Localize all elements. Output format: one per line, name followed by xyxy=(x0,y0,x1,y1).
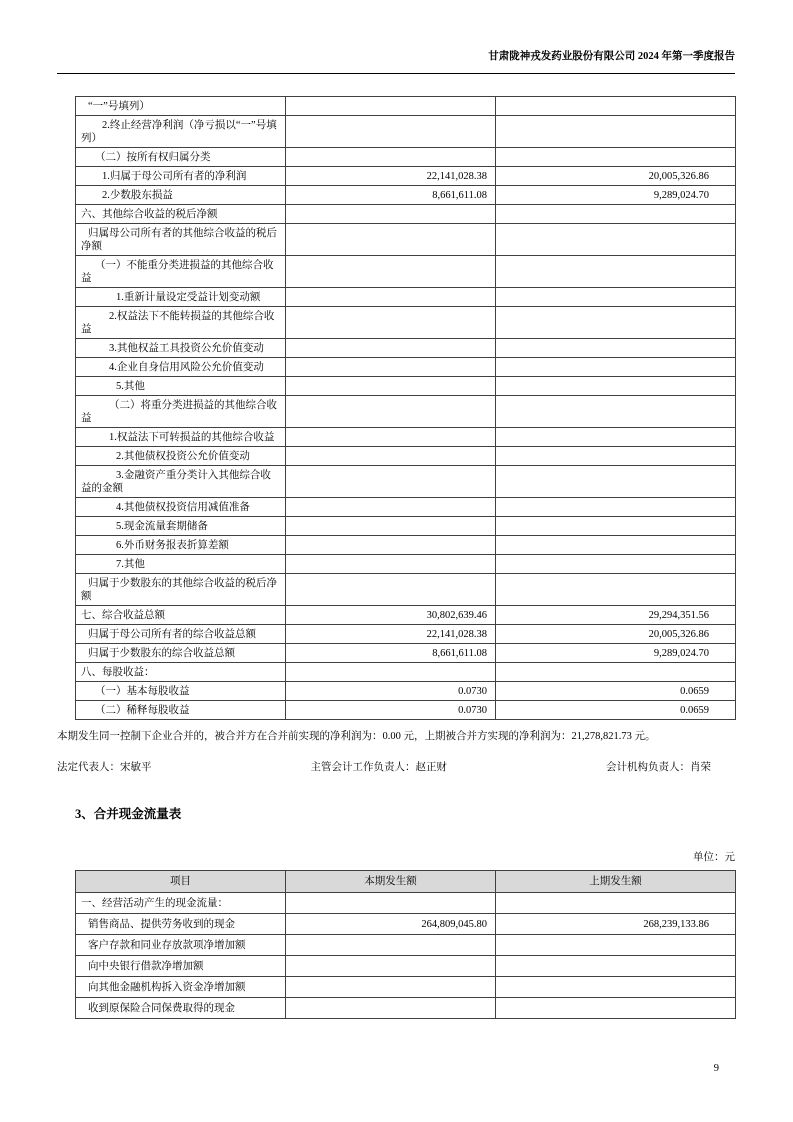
table-row xyxy=(76,914,736,935)
current-period-value xyxy=(286,555,496,574)
current-period-value: 30,802,639.46 xyxy=(286,606,496,625)
accounting-dept-head: 会计机构负责人：肖荣 xyxy=(606,762,711,774)
row-label: 2.终止经营净利润（净亏损以“一”号填列） xyxy=(76,116,286,148)
current-period-value xyxy=(286,148,496,167)
row-label: 向中央银行借款净增加额 xyxy=(76,956,286,977)
prior-period-value xyxy=(496,307,736,339)
cash-flow-body xyxy=(76,893,736,1019)
cash-flow-header-row xyxy=(76,871,736,893)
current-period-value xyxy=(286,224,496,256)
prior-period-value xyxy=(496,428,736,447)
current-period-value: 22,141,028.38 xyxy=(286,625,496,644)
page-number: 9 xyxy=(713,1063,719,1074)
income-statement-body xyxy=(76,97,736,720)
table-row xyxy=(76,447,736,466)
current-period-value xyxy=(286,893,496,914)
row-label: （二）将重分类进损益的其他综合收益 xyxy=(76,396,286,428)
current-period-value xyxy=(286,377,496,396)
cash-flow-table xyxy=(75,870,736,1019)
row-label: 收到原保险合同保费取得的现金 xyxy=(76,998,286,1019)
current-period-value xyxy=(286,498,496,517)
current-period-value xyxy=(286,288,496,307)
row-label: 5.现金流量套期储备 xyxy=(76,517,286,536)
row-label: 5.其他 xyxy=(76,377,286,396)
current-period-value xyxy=(286,663,496,682)
table-row xyxy=(76,116,736,148)
table-row xyxy=(76,956,736,977)
row-label: 一、经营活动产生的现金流量： xyxy=(76,893,286,914)
table-row xyxy=(76,224,736,256)
current-period-value: 0.0730 xyxy=(286,701,496,720)
current-period-value xyxy=(286,256,496,288)
table-row xyxy=(76,517,736,536)
table-row xyxy=(76,498,736,517)
table-row xyxy=(76,701,736,720)
table-row xyxy=(76,97,736,116)
table-row xyxy=(76,536,736,555)
row-label: 客户存款和同业存放款项净增加额 xyxy=(76,935,286,956)
current-period-value xyxy=(286,447,496,466)
prior-period-value xyxy=(496,358,736,377)
section-title-cash-flow: 3、合并现金流量表 xyxy=(75,807,182,822)
table-row xyxy=(76,606,736,625)
prior-period-value xyxy=(496,447,736,466)
row-label: 1.重新计量设定受益计划变动额 xyxy=(76,288,286,307)
table-row xyxy=(76,555,736,574)
table-row xyxy=(76,428,736,447)
column-header-prior-period: 上期发生额 xyxy=(496,871,736,893)
table-row xyxy=(76,288,736,307)
table-row xyxy=(76,307,736,339)
current-period-value xyxy=(286,116,496,148)
row-label: 1.权益法下可转损益的其他综合收益 xyxy=(76,428,286,447)
row-label: 4.企业自身信用风险公允价值变动 xyxy=(76,358,286,377)
row-label: 2.少数股东损益 xyxy=(76,186,286,205)
prior-period-value xyxy=(496,116,736,148)
current-period-value xyxy=(286,339,496,358)
current-period-value xyxy=(286,536,496,555)
table-row xyxy=(76,339,736,358)
table-row xyxy=(76,466,736,498)
current-period-value xyxy=(286,428,496,447)
current-period-value xyxy=(286,307,496,339)
prior-period-value xyxy=(496,256,736,288)
income-statement-table xyxy=(75,96,736,720)
prior-period-value xyxy=(496,224,736,256)
table-row xyxy=(76,256,736,288)
row-label: 3.其他权益工具投资公允价值变动 xyxy=(76,339,286,358)
current-period-value xyxy=(286,358,496,377)
prior-period-value xyxy=(496,288,736,307)
document-header-title: 甘肃陇神戎发药业股份有限公司 2024 年第一季度报告 xyxy=(488,51,735,62)
prior-period-value xyxy=(496,574,736,606)
merger-note: 本期发生同一控制下企业合并的，被合并方在合并前实现的净利润为：0.00 元，上期被合并方实现的净利润为：21,278,821.73 元。 xyxy=(57,731,656,742)
row-label: 销售商品、提供劳务收到的现金 xyxy=(76,914,286,935)
prior-period-value xyxy=(496,205,736,224)
table-row xyxy=(76,396,736,428)
document-header xyxy=(57,50,735,74)
prior-period-value: 268,239,133.86 xyxy=(496,914,736,935)
row-label: （二）稀释每股收益 xyxy=(76,701,286,720)
prior-period-value xyxy=(496,536,736,555)
row-label: 归属母公司所有者的其他综合收益的税后净额 xyxy=(76,224,286,256)
table-row xyxy=(76,977,736,998)
table-row xyxy=(76,663,736,682)
prior-period-value xyxy=(496,148,736,167)
current-period-value: 22,141,028.38 xyxy=(286,167,496,186)
row-label: 6.外币财务报表折算差额 xyxy=(76,536,286,555)
current-period-value: 8,661,611.08 xyxy=(286,644,496,663)
row-label: 八、每股收益： xyxy=(76,663,286,682)
row-label: 2.其他债权投资公允价值变动 xyxy=(76,447,286,466)
row-label: 六、其他综合收益的税后净额 xyxy=(76,205,286,224)
row-label: “一”号填列） xyxy=(76,97,286,116)
current-period-value xyxy=(286,935,496,956)
row-label: 2.权益法下不能转损益的其他综合收益 xyxy=(76,307,286,339)
row-label: 4.其他债权投资信用减值准备 xyxy=(76,498,286,517)
prior-period-value: 9,289,024.70 xyxy=(496,186,736,205)
prior-period-value: 0.0659 xyxy=(496,701,736,720)
current-period-value xyxy=(286,466,496,498)
chief-accounting-officer: 主管会计工作负责人：赵正财 xyxy=(310,762,447,774)
prior-period-value: 20,005,326.86 xyxy=(496,625,736,644)
row-label: 7.其他 xyxy=(76,555,286,574)
table-row xyxy=(76,893,736,914)
row-label: 归属于少数股东的其他综合收益的税后净额 xyxy=(76,574,286,606)
table-row xyxy=(76,186,736,205)
table-row xyxy=(76,574,736,606)
prior-period-value xyxy=(496,893,736,914)
current-period-value xyxy=(286,97,496,116)
row-label: （二）按所有权归属分类 xyxy=(76,148,286,167)
current-period-value: 8,661,611.08 xyxy=(286,186,496,205)
table-row xyxy=(76,998,736,1019)
table-row xyxy=(76,935,736,956)
row-label: 归属于少数股东的综合收益总额 xyxy=(76,644,286,663)
table-row xyxy=(76,682,736,701)
row-label: 向其他金融机构拆入资金净增加额 xyxy=(76,977,286,998)
row-label: 归属于母公司所有者的综合收益总额 xyxy=(76,625,286,644)
current-period-value: 0.0730 xyxy=(286,682,496,701)
row-label: （一）基本每股收益 xyxy=(76,682,286,701)
row-label: 3.金融资产重分类计入其他综合收益的金额 xyxy=(76,466,286,498)
prior-period-value: 0.0659 xyxy=(496,682,736,701)
current-period-value xyxy=(286,977,496,998)
prior-period-value xyxy=(496,97,736,116)
current-period-value: 264,809,045.80 xyxy=(286,914,496,935)
table-row xyxy=(76,167,736,186)
current-period-value xyxy=(286,517,496,536)
prior-period-value xyxy=(496,396,736,428)
prior-period-value xyxy=(496,377,736,396)
prior-period-value xyxy=(496,663,736,682)
table-row xyxy=(76,205,736,224)
current-period-value xyxy=(286,396,496,428)
current-period-value xyxy=(286,574,496,606)
column-header-current-period: 本期发生额 xyxy=(286,871,496,893)
table-row xyxy=(76,377,736,396)
prior-period-value xyxy=(496,466,736,498)
column-header-item: 项目 xyxy=(76,871,286,893)
signature-row xyxy=(57,759,735,774)
prior-period-value xyxy=(496,517,736,536)
prior-period-value xyxy=(496,956,736,977)
current-period-value xyxy=(286,956,496,977)
current-period-value xyxy=(286,205,496,224)
prior-period-value xyxy=(496,555,736,574)
row-label: 1.归属于母公司所有者的净利润 xyxy=(76,167,286,186)
prior-period-value: 20,005,326.86 xyxy=(496,167,736,186)
prior-period-value xyxy=(496,498,736,517)
prior-period-value xyxy=(496,998,736,1019)
unit-label: 单位：元 xyxy=(693,852,735,864)
table-row xyxy=(76,358,736,377)
legal-representative: 法定代表人：宋敏平 xyxy=(57,762,152,774)
prior-period-value: 29,294,351.56 xyxy=(496,606,736,625)
row-label: 七、综合收益总额 xyxy=(76,606,286,625)
prior-period-value xyxy=(496,977,736,998)
prior-period-value xyxy=(496,935,736,956)
table-row xyxy=(76,625,736,644)
prior-period-value: 9,289,024.70 xyxy=(496,644,736,663)
prior-period-value xyxy=(496,339,736,358)
table-row xyxy=(76,644,736,663)
row-label: （一）不能重分类进损益的其他综合收益 xyxy=(76,256,286,288)
table-row xyxy=(76,148,736,167)
current-period-value xyxy=(286,998,496,1019)
